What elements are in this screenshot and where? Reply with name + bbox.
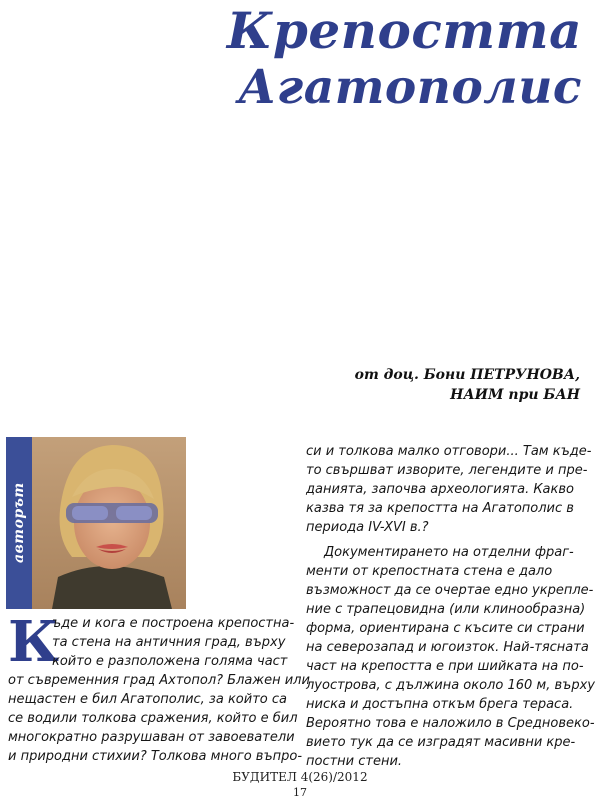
text-line: данията, започва археологията. Какво [306,482,574,497]
text-line: Вероятно това е наложило в Средновеко- [306,716,595,731]
text-line: нещастен е бил Агатополис, за който са [8,692,287,707]
text-line: част на крепостта е при шийката на по- [306,659,584,674]
text-line: многократно разрушаван от завоеватели [8,730,295,745]
text-line: форма, ориентирана с късите си страни [306,621,585,636]
text-line: ъде и кога е построена крепостна- [52,616,295,631]
text-line: казва тя за крепостта на Агатополис в [306,501,574,516]
author-photo-box [6,437,186,609]
text-line: възможност да се очертае едно укрепле- [306,583,594,598]
author-affiliation: НАИМ при БАН [450,387,580,403]
text-line: и природни стихии? Толкова много въпро- [8,749,303,764]
text-line: то свършват изворите, легендите и пре- [306,463,588,478]
text-line: та стена на античния град, върху [52,635,286,650]
text-line: луострова, с дължина около 160 м, върху [306,678,595,693]
text-line: на северозапад и югоизток. Най-тясната [306,640,589,655]
author-label-band [6,437,32,609]
text-line: си и толкова малко отговори... Там къде- [306,444,592,459]
text-line: вието тук да се изградят масивни кре- [306,735,576,750]
article-title-line2: Агатополис [238,60,582,115]
text-line: постни стени. [306,754,403,769]
drop-cap: К [8,609,59,675]
text-line: ние с трапецовидна (или клинообразна) [306,602,586,617]
text-line: периода IV-XVI в.? [306,520,429,535]
text-line: Документирането на отделни фраг- [324,545,574,560]
author-label: авторът [11,482,27,564]
text-line: от съвременния град Ахтопол? Блажен или [8,673,310,688]
text-line: ниска и достъпна откъм брега тераса. [306,697,574,712]
text-line: се водили толкова сражения, който е бил [8,711,298,726]
author-photo [32,437,186,609]
text-line: менти от крепостната стена е дало [306,564,553,579]
page-number: 17 [293,786,307,799]
text-line: който е разположена голяма част [52,654,288,669]
author-byline: от доц. Бони ПЕТРУНОВА, [354,367,580,383]
article-title-line1: Крепостта [226,1,582,60]
journal-footer: БУДИТЕЛ 4(26)/2012 [232,770,368,784]
